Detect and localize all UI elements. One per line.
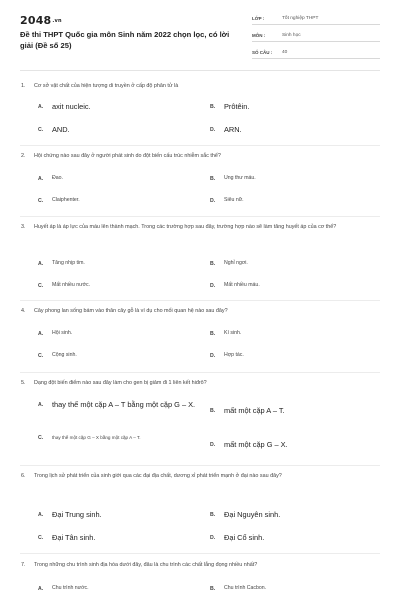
option-letter: A. xyxy=(38,175,44,182)
option-d[interactable] xyxy=(210,352,244,359)
option-letter: B. xyxy=(210,330,216,337)
option-c[interactable] xyxy=(38,435,208,442)
option-b[interactable] xyxy=(210,175,256,182)
question-4 xyxy=(20,307,380,359)
question-text: Cây phong lan sống bám vào thân cây gỗ là ví dụ cho mối quan hệ nào sau đây? xyxy=(34,308,228,314)
question-stem xyxy=(20,223,380,232)
option-text: Hợp tác. xyxy=(224,352,244,358)
option-b[interactable] xyxy=(210,260,248,267)
option-letter: C. xyxy=(38,282,44,289)
question-3 xyxy=(20,223,380,289)
question-5 xyxy=(20,379,380,449)
option-letter: D. xyxy=(210,197,216,204)
question-stem xyxy=(20,307,380,316)
option-letter: C. xyxy=(38,534,44,541)
option-text: ARN. xyxy=(224,125,242,134)
option-letter: B. xyxy=(210,103,216,110)
option-letter: B. xyxy=(210,511,216,518)
option-letter: A. xyxy=(38,103,44,110)
option-a[interactable] xyxy=(38,330,72,337)
option-text: Đại Nguyên sinh. xyxy=(224,510,281,519)
option-letter: A. xyxy=(38,330,44,337)
option-letter: C. xyxy=(38,352,44,359)
meta-value: Tốt nghiệp THPT xyxy=(282,15,319,21)
option-b[interactable] xyxy=(210,510,280,519)
option-letter: B. xyxy=(210,175,216,182)
question-text: Cơ sở vật chất của hiện tượng di truyền ở cấp độ phân tử là xyxy=(34,83,179,89)
meta-row-subject xyxy=(252,29,380,42)
option-letter: A. xyxy=(38,401,44,408)
exam-header xyxy=(0,0,400,68)
meta-row-class xyxy=(252,12,380,25)
meta-value: Sinh học xyxy=(282,32,301,38)
option-b[interactable] xyxy=(210,585,266,592)
meta-key: LỚP : xyxy=(252,15,265,21)
option-c[interactable] xyxy=(38,197,80,204)
option-letter: A. xyxy=(38,511,44,518)
question-number: 3. xyxy=(21,224,26,230)
option-c[interactable] xyxy=(38,125,70,134)
option-letter: B. xyxy=(210,260,216,267)
meta-value: 40 xyxy=(282,49,288,55)
question-text: Hội chứng nào sau đây ở người phát sinh do đột biến cấu trúc nhiễm sắc thể? xyxy=(34,153,221,159)
header-divider xyxy=(20,70,380,71)
option-letter: C. xyxy=(38,126,44,133)
question-stem xyxy=(20,82,380,91)
option-text: mất một cặp A – T. xyxy=(224,406,285,415)
option-d[interactable] xyxy=(210,440,288,449)
question-2 xyxy=(20,152,380,204)
option-text: thay thế một cặp A – T bằng một cặp G – X. xyxy=(52,400,196,409)
option-text: Nghỉ ngơi. xyxy=(224,260,248,266)
option-text: Siêu nữ. xyxy=(224,197,244,203)
option-text: Tăng nhịp tim. xyxy=(52,260,85,266)
option-text: Chu trình Cacbon. xyxy=(224,585,267,591)
option-letter: A. xyxy=(38,260,44,267)
option-text: Chu trình nước. xyxy=(52,585,89,591)
option-d[interactable] xyxy=(210,533,264,542)
question-number: 2. xyxy=(21,153,26,159)
option-a[interactable] xyxy=(38,585,89,592)
question-divider xyxy=(20,465,380,466)
option-text: thay thế một cặp G – X bằng một cặp A – T. xyxy=(52,435,141,440)
option-c[interactable] xyxy=(38,352,77,359)
option-letter: C. xyxy=(38,197,44,204)
option-text: AND. xyxy=(52,125,70,134)
question-divider xyxy=(20,145,380,146)
meta-key: SỐ CÂU : xyxy=(252,49,273,55)
option-text: Đại Tân sinh. xyxy=(52,533,96,542)
option-letter: B. xyxy=(210,407,216,414)
option-text: Đại Cổ sinh. xyxy=(224,533,265,542)
option-b[interactable] xyxy=(210,330,241,337)
option-text: Claiphenter. xyxy=(52,197,80,203)
question-1 xyxy=(20,82,380,134)
exam-title: Đề thi THPT Quốc gia môn Sinh năm 2022 chọn lọc, có lời giải (Đề số 25) xyxy=(20,30,230,50)
option-d[interactable] xyxy=(210,125,242,134)
option-letter: B. xyxy=(210,585,216,592)
option-text: Mất nhiều nước. xyxy=(52,282,91,288)
option-a[interactable] xyxy=(38,400,203,409)
option-text: Kí sinh. xyxy=(224,330,242,336)
option-letter: D. xyxy=(210,441,216,448)
option-letter: A. xyxy=(38,585,44,592)
question-divider xyxy=(20,216,380,217)
question-number: 5. xyxy=(21,380,26,386)
question-number: 1. xyxy=(21,83,26,89)
option-text: Prôtêin. xyxy=(224,102,250,111)
option-c[interactable] xyxy=(38,533,95,542)
option-a[interactable] xyxy=(38,260,85,267)
question-divider xyxy=(20,300,380,301)
question-stem xyxy=(20,152,380,161)
option-letter: C. xyxy=(38,435,44,442)
question-text: Dạng đột biến điểm nào sau đây làm cho gen bị giảm đi 1 liên kết hiđrô? xyxy=(34,380,207,386)
question-divider xyxy=(20,553,380,554)
option-text: Hội sinh. xyxy=(52,330,73,336)
option-letter: D. xyxy=(210,534,216,541)
option-a[interactable] xyxy=(38,102,91,111)
option-d[interactable] xyxy=(210,197,244,204)
option-text: Đại Trung sinh. xyxy=(52,510,102,519)
option-text: Đao. xyxy=(52,175,63,181)
question-text: Huyết áp là áp lực của máu lên thành mạch. Trong các trường hợp sau đây, trường hợp nào sẽ làm tăng huyết áp của cơ thể? xyxy=(34,224,337,230)
option-a[interactable] xyxy=(38,510,102,519)
question-stem xyxy=(20,472,380,481)
option-text: Cộng sinh. xyxy=(52,352,77,358)
question-stem xyxy=(20,379,380,388)
option-text: Mất nhiều máu. xyxy=(224,282,260,288)
option-a[interactable] xyxy=(38,175,63,182)
site-logo[interactable] xyxy=(20,14,62,27)
question-number: 7. xyxy=(21,562,26,568)
meta-row-count xyxy=(252,46,380,59)
option-b[interactable] xyxy=(210,102,249,111)
option-letter: D. xyxy=(210,126,216,133)
question-6 xyxy=(20,472,380,542)
meta-key: MÔN : xyxy=(252,32,266,38)
exam-meta xyxy=(252,12,380,63)
question-7 xyxy=(20,561,380,592)
logo-suffix: .vn xyxy=(52,18,62,24)
question-number: 4. xyxy=(21,308,26,314)
question-divider xyxy=(20,372,380,373)
question-number: 6. xyxy=(21,473,26,479)
option-b[interactable] xyxy=(210,406,285,415)
option-c[interactable] xyxy=(38,282,90,289)
question-stem xyxy=(20,561,380,570)
option-letter: D. xyxy=(210,352,216,359)
logo-text: 2048 xyxy=(20,14,52,27)
question-text: Trong những chu trình sinh địa hóa dưới đây, đâu là chu trình các chất lắng đọng nhiều nhất? xyxy=(34,562,258,568)
option-d[interactable] xyxy=(210,282,260,289)
option-text: mất một cặp G – X. xyxy=(224,440,288,449)
option-text: Ung thư máu. xyxy=(224,175,256,181)
option-text: axit nucleic. xyxy=(52,102,91,111)
question-text: Trong lịch sử phát triển của sinh giới qua các đại địa chất, dương xỉ phát triển mạnh ở đại nào sau đây? xyxy=(34,473,282,479)
option-letter: D. xyxy=(210,282,216,289)
